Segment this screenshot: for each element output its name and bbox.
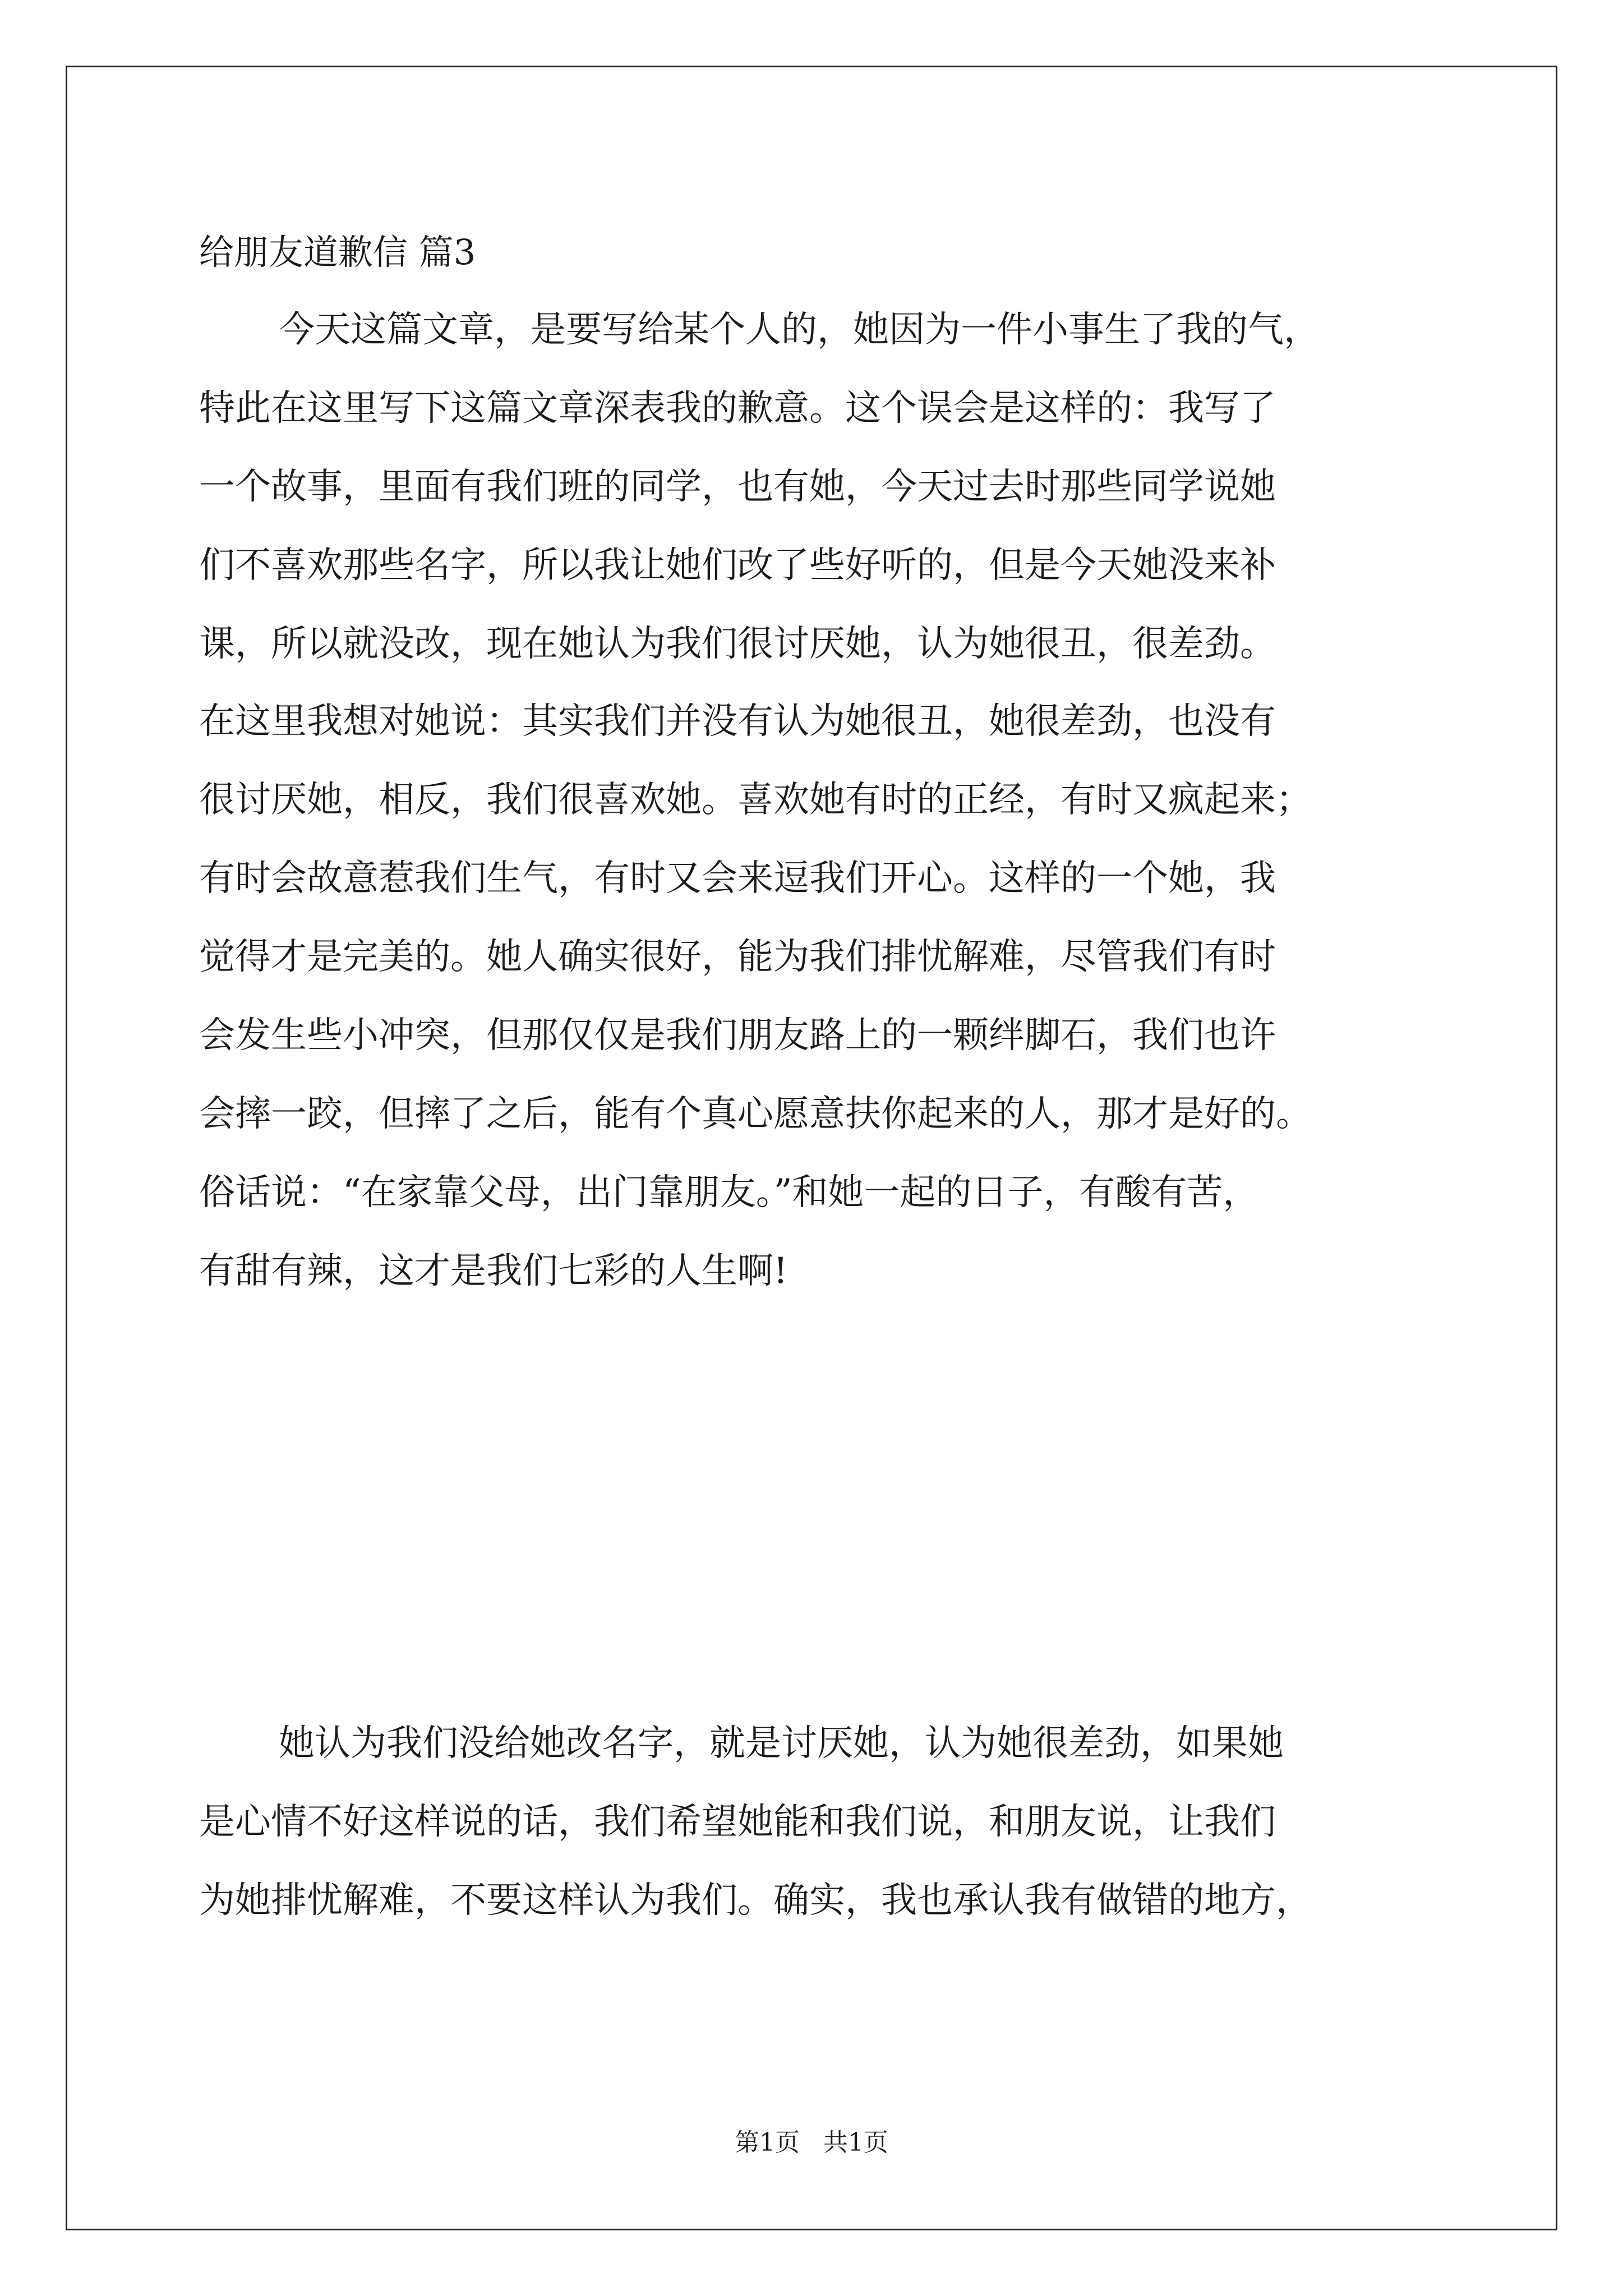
paragraph-line: 一个故事，里面有我们班的同学，也有她，今天过去时那些同学说她 xyxy=(199,466,1276,508)
paragraph-line: 为她排忧解难，不要这样认为我们。确实，我也承认我有做错的地方， xyxy=(199,1880,1312,1921)
paragraph-line: 在这里我想对她说：其实我们并没有认为她很丑，她很差劲，也没有 xyxy=(199,701,1276,742)
paragraph-line: 是心情不好这样说的话，我们希望她能和我们说，和朋友说，让我们 xyxy=(199,1801,1276,1843)
paragraph-line: 觉得才是完美的。她人确实很好，能为我们排忧解难，尽管我们有时 xyxy=(199,936,1276,978)
paragraph-line: 会发生些小冲突，但那仅仅是我们朋友路上的一颗绊脚石，我们也许 xyxy=(199,1015,1276,1056)
paragraph-line: 有时会故意惹我们生气，有时又会来逗我们开心。这样的一个她，我 xyxy=(199,858,1276,899)
paragraph-line: 今天这篇文章，是要写给某个人的，她因为一件小事生了我的气， xyxy=(279,309,1320,351)
paragraph-line: 她认为我们没给她改名字，就是讨厌她，认为她很差劲，如果她 xyxy=(279,1723,1284,1764)
paragraph-line: 课，所以就没改，现在她认为我们很讨厌她，认为她很丑，很差劲。 xyxy=(199,623,1276,665)
paragraph-line: 很讨厌她，相反，我们很喜欢她。喜欢她有时的正经，有时又疯起来； xyxy=(199,779,1312,821)
paragraph-line: 们不喜欢那些名字，所以我让她们改了些好听的，但是今天她没来补 xyxy=(199,545,1276,586)
paragraph-line: 俗话说：“在家靠父母，出门靠朋友。”和她一起的日子，有酸有苦， xyxy=(199,1172,1259,1213)
document-title: 给朋友道歉信 篇3 xyxy=(199,232,476,273)
paragraph-line: 会摔一跤，但摔了之后，能有个真心愿意扶你起来的人，那才是好的。 xyxy=(199,1093,1312,1135)
page-footer: 第1页 共1页 xyxy=(735,2128,888,2157)
paragraph-line: 有甜有辣，这才是我们七彩的人生啊! xyxy=(199,1250,788,1292)
paragraph-line: 特此在这里写下这篇文章深表我的歉意。这个误会是这样的：我写了 xyxy=(199,388,1276,429)
